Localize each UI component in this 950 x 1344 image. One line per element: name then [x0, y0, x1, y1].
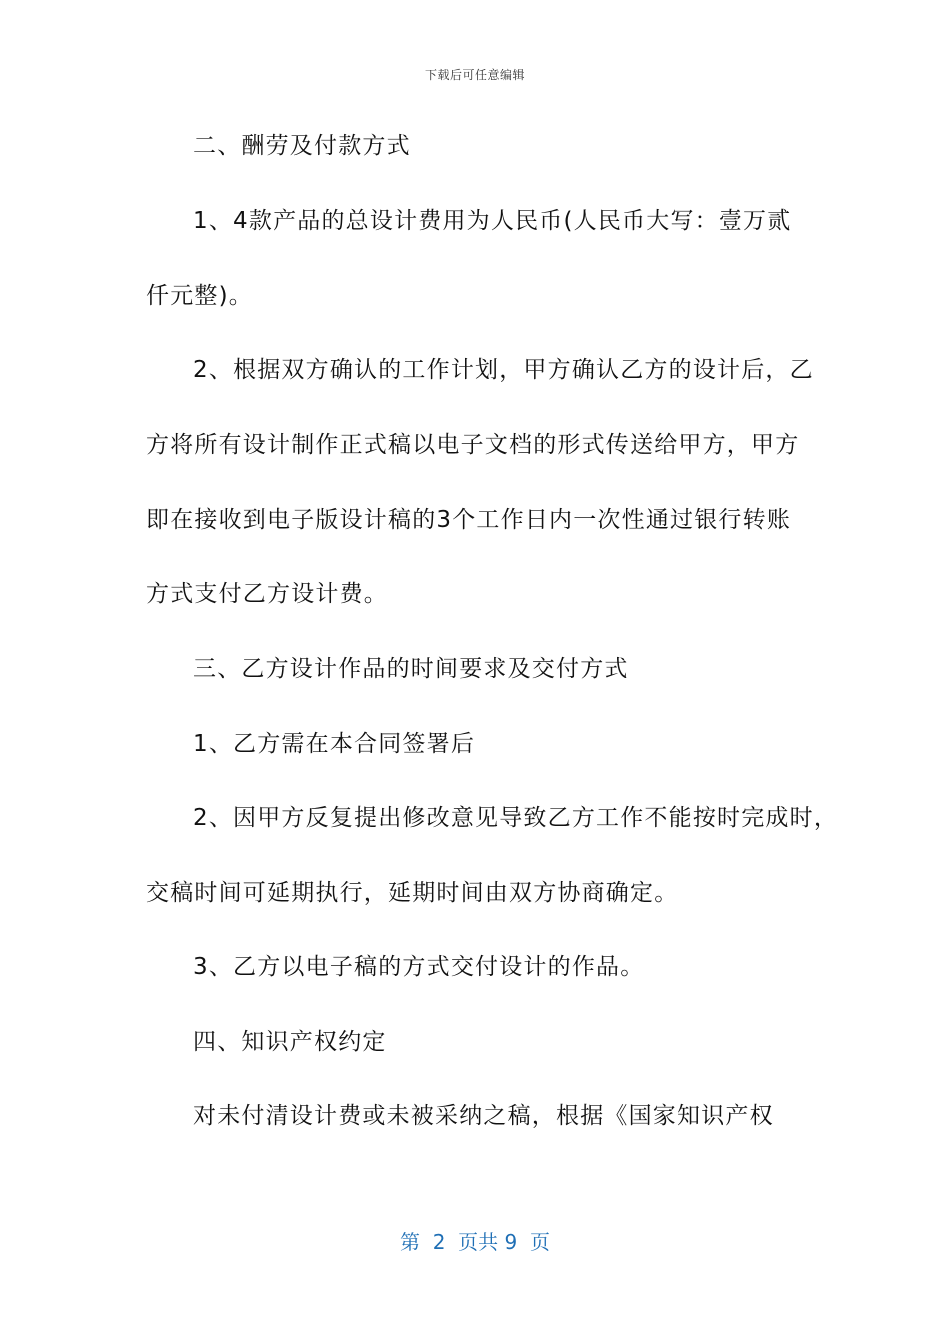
paragraph-line: 1、乙方需在本合同签署后 [193, 731, 476, 757]
paragraph-line: 方将所有设计制作正式稿以电子文档的形式传送给甲方，甲方 [146, 432, 800, 458]
paragraph-line: 仟元整)。 [146, 283, 253, 309]
paragraph-line: 交稿时间可延期执行，延期时间由双方协商确定。 [146, 880, 679, 906]
paragraph-line: 2、因甲方反复提出修改意见导致乙方工作不能按时完成时， [193, 805, 839, 831]
paragraph-line: 1、4款产品的总设计费用为人民币(人民币大写：壹万贰 [193, 208, 792, 234]
document-header-note: 下载后可任意编辑 [424, 68, 525, 82]
section-heading-payment: 二、酬劳及付款方式 [193, 133, 411, 159]
paragraph-line: 方式支付乙方设计费。 [146, 581, 388, 607]
section-heading-delivery: 三、乙方设计作品的时间要求及交付方式 [193, 656, 629, 682]
section-heading-ip: 四、知识产权约定 [193, 1029, 387, 1055]
paragraph-line: 2、根据双方确认的工作计划，甲方确认乙方的设计后，乙 [193, 357, 814, 383]
paragraph-line: 对未付清设计费或未被采纳之稿，根据《国家知识产权 [193, 1103, 774, 1129]
page-number-footer: 第 2 页共 9 页 [400, 1230, 550, 1254]
paragraph-line: 即在接收到电子版设计稿的3个工作日内一次性通过银行转账 [146, 507, 792, 533]
paragraph-line: 3、乙方以电子稿的方式交付设计的作品。 [193, 954, 645, 980]
